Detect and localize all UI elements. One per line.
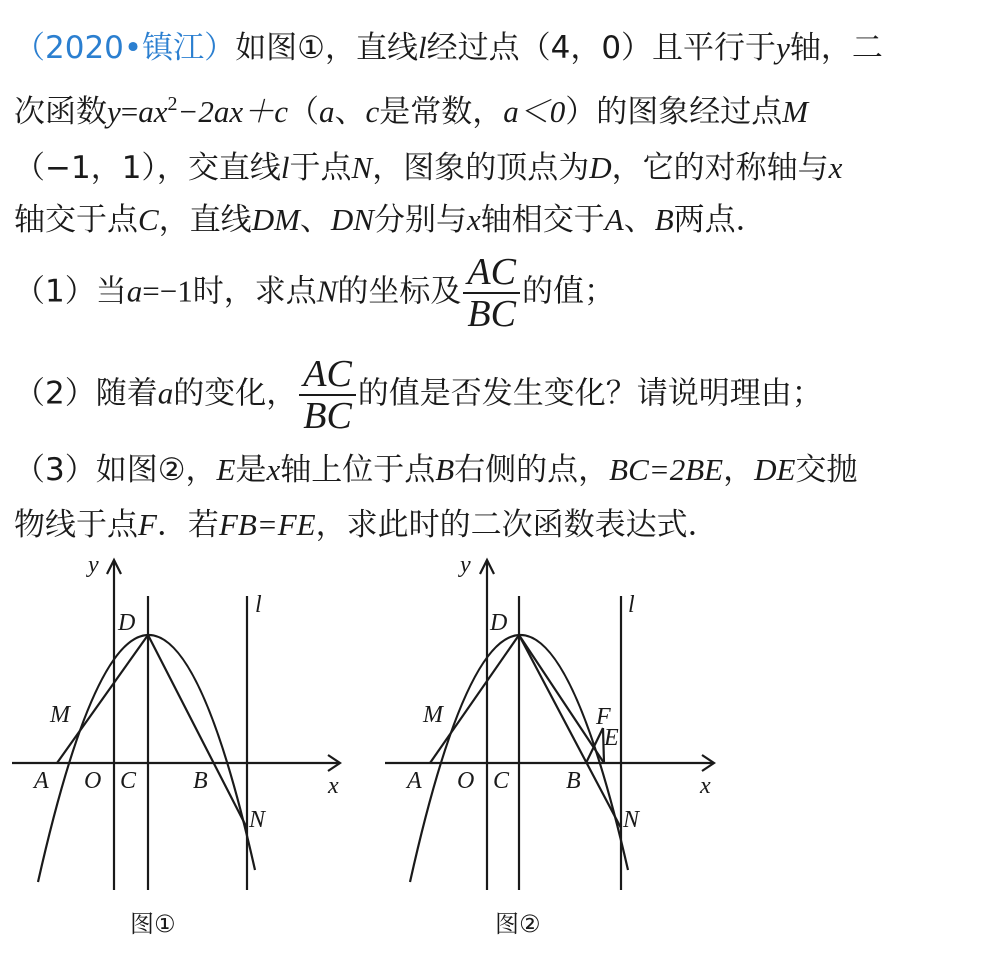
text-segment: 次函数 [14,94,107,130]
line-dm [430,635,519,763]
math-var: l [280,150,290,185]
line-de [519,635,604,763]
figure-caption: 图② [495,910,541,938]
text-segment: 轴相交于 [480,202,605,238]
math-var: DE [754,452,796,487]
text-segment: （−1，1），交直线 [14,150,281,186]
text-segment: 右侧的点， [454,452,610,488]
problem-line-4 [14,200,767,240]
math-var: C [138,202,159,237]
problem-line-2 [14,92,808,132]
fraction-numerator: AC [463,252,520,294]
text-segment: 分别与 [373,202,467,238]
text-segment: 轴，二 [789,30,883,66]
question-2 [14,354,823,436]
math-symbol: = [120,94,139,129]
source-label: （2020•镇江） [14,30,236,66]
exponent: 2 [167,93,178,115]
math-expression: FB=FE [218,507,316,542]
math-var: a [126,273,143,309]
math-var: y [776,30,790,65]
label-l: l [255,592,262,618]
question-3 [14,450,857,490]
math-var: F [138,507,157,542]
label-y: y [460,552,471,578]
text-segment: 如图①，直线 [235,30,418,66]
text-segment: 的值是否发生变化？请说明理由； [357,375,823,412]
text-segment: 是 [235,452,267,488]
label-o: O [84,768,102,794]
math-var: x [828,150,843,185]
label-y: y [88,552,99,578]
label-a: A [407,768,422,794]
text-segment: ， [723,452,755,488]
text-segment: 的值； [521,273,615,310]
fraction-denominator: BC [303,395,352,437]
math-var: DN [330,202,374,237]
text-segment: 是常数， [379,94,504,130]
math-expression: BC=2BE [609,452,724,487]
math-var: l [417,30,427,65]
math-var: A [604,202,624,237]
math-var: N [351,150,373,185]
text-segment: 于点 [289,150,352,186]
label-d: D [490,610,508,636]
math-var: N [316,273,338,309]
label-a: A [34,768,49,794]
label-m: M [50,702,70,728]
fraction-numerator: AC [299,354,356,396]
line-dm [57,635,148,763]
label-b: B [566,768,581,794]
text-segment: 经过点（4，0）且平行于 [426,30,777,66]
parabola [38,635,255,882]
label-o: O [457,768,475,794]
text-segment: 、 [334,94,366,130]
text-segment: （2）随着 [14,375,158,412]
question-3-cont [14,505,719,545]
figure-1 [0,550,380,960]
math-var: y [107,94,121,129]
text-segment: 的变化， [173,375,298,412]
math-var: a [318,94,335,129]
text-segment: （ [287,94,319,130]
math-var: M [782,94,809,129]
figure-2 [375,550,735,960]
label-x: x [328,773,339,799]
label-n: N [249,807,266,833]
text-segment: 、 [299,202,331,238]
text-segment: ，直线 [158,202,252,238]
label-x: x [700,773,711,799]
label-l: l [628,592,635,618]
text-segment: （1）当 [14,273,127,310]
text-segment: ）的图象经过点 [565,94,783,130]
label-b: B [193,768,208,794]
text-segment: 两点． [673,202,767,238]
text-segment: 交抛 [795,452,858,488]
math-var: x [266,452,281,487]
label-c: C [493,768,510,794]
figure-caption: 图① [130,910,176,938]
problem-line-3 [14,148,842,188]
math-var: c [365,94,380,129]
math-var: D [589,150,612,185]
label-n: N [623,807,640,833]
text-segment: ，图象的顶点为 [372,150,590,186]
label-d: D [118,610,136,636]
line-dn [148,635,247,828]
problem-line-1 [14,28,883,68]
text-segment: 的坐标及 [337,273,462,310]
math-var: B [435,452,455,487]
math-expression: a＜0 [503,94,566,129]
text-segment: =−1时，求点 [142,273,317,309]
text-segment: 轴交于点 [14,202,138,238]
math-var: ax [138,94,168,129]
fraction-denominator: BC [467,293,516,335]
math-var: E [216,452,236,487]
math-var: a [157,375,174,411]
label-m: M [423,702,443,728]
math-var: x [466,202,481,237]
text-segment: ．若 [156,507,219,543]
math-var: B [654,202,674,237]
fraction-ac-bc [463,252,520,334]
label-c: C [120,768,137,794]
text-segment: （3）如图②， [14,452,217,488]
math-expression: −2ax＋c [177,94,288,129]
label-f: F [596,704,611,730]
text-segment: 轴上位于点 [280,452,436,488]
text-segment: 物线于点 [14,507,138,543]
question-1 [14,252,615,334]
text-segment: ，求此时的二次函数表达式． [315,507,719,543]
fraction-ac-bc [299,354,356,436]
math-var: DM [251,202,300,237]
text-segment: ，它的对称轴与 [611,150,829,186]
text-segment: 、 [623,202,655,238]
label-e: E [604,725,619,751]
